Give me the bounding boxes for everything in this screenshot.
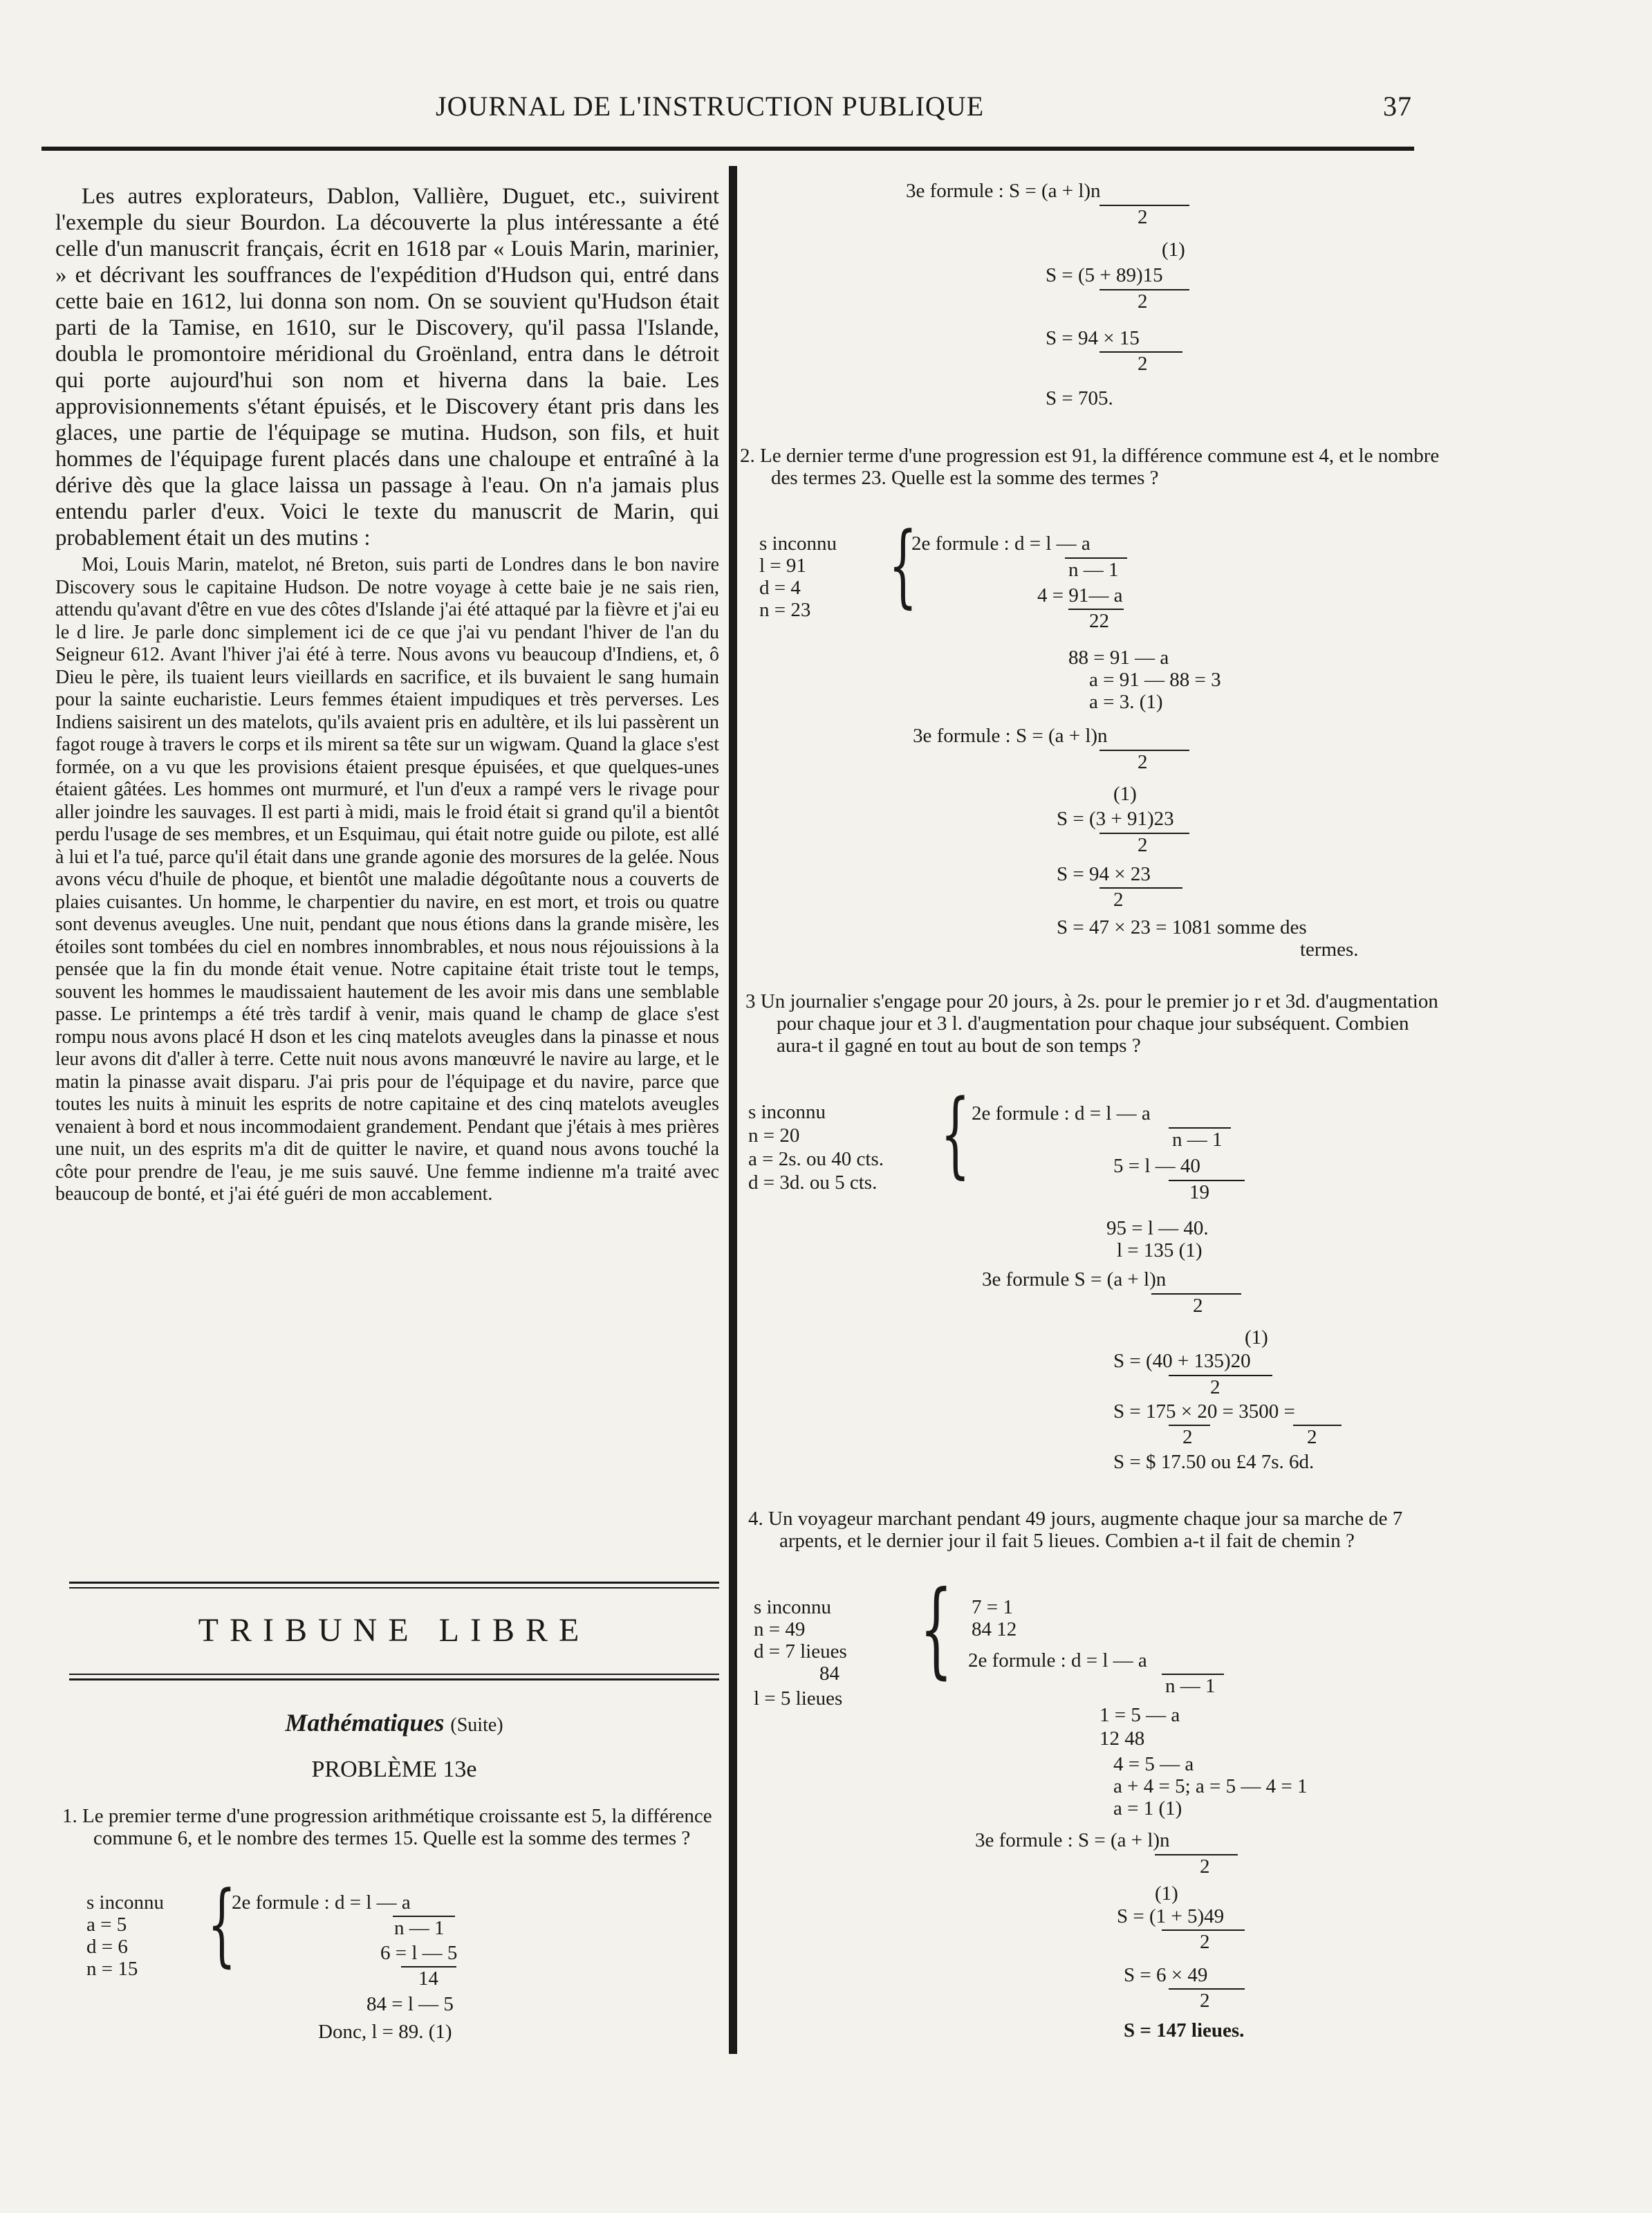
q4-brace: { (920, 1569, 953, 1689)
q3-sol-12: 2 (1182, 1426, 1193, 1448)
q4-sol-7: a + 4 = 5; a = 5 — 4 = 1 (1113, 1775, 1308, 1797)
q4-sol-8: a = 1 (1) (1113, 1797, 1182, 1820)
q4-sol-15: 2 (1200, 1990, 1210, 2012)
left-column (55, 183, 719, 1206)
q2-sol-5: a = 91 — 88 = 3 (1089, 669, 1221, 691)
q2-sol-3: 22 (1089, 610, 1109, 632)
page-number: 37 (1383, 91, 1412, 122)
question-1: 1. Le premier terme d'une progression arithmétique croissante est 5, la différence commune 6, et le nombre des termes 15. Quelle est la somme des termes ? (62, 1805, 712, 1849)
tribune-rule-top-1 (69, 1582, 719, 1584)
section-title (69, 1708, 719, 1737)
tribune-rule-bottom-2 (69, 1678, 719, 1680)
q3-sol-8: (1) (1245, 1326, 1268, 1349)
q3-given-3: d = 3d. ou 5 cts. (748, 1172, 878, 1194)
q1c-0: 3e formule : S = (a + l)n (906, 180, 1101, 202)
tribune-rule-bottom-1 (69, 1674, 719, 1675)
q2-sol-14: S = 47 × 23 = 1081 somme des (1057, 916, 1307, 938)
q1-given-1: a = 5 (86, 1914, 127, 1936)
q1-sol-5: Donc, l = 89. (1) (318, 2021, 452, 2043)
probleme-heading: PROBLÈME 13e (311, 1757, 477, 1782)
q4-given-4: l = 5 lieues (754, 1687, 843, 1710)
q3-sol-14: S = $ 17.50 ou £4 7s. 6d. (1113, 1451, 1315, 1473)
paragraph-manuscript: Moi, Louis Marin, matelot, né Breton, suis parti de Londres dans le bon navire Discovery sous le capitaine Hudson. De notre voyage à cette baie je ne sais rien, attendu qu'avant d'être en vue des côtes d'Islande j'ai été attaqué par la fièvre et j'ai eu le d lire. Je parle donc simplement ici de ce que j'ai vu pendant l'hiver de l'an du Seigneur 612. Avant l'hiver j'ai été à terre. Nous avons vu beaucoup d'Indiens, et, ô Dieu le père, ils tuaient leurs vieillards en sacrifice, et ils buvaient le sang humain pour la sainte eucharistie. Leurs femmes étaient impudiques et très perverses. Les Indiens saisirent un des matelots, qu'ils avaient pris en adultère, et ils lui passèrent un fagot rouge à travers le corps et ils mirent sa tête sur un wigwam. Quand la glace s'est formée, on a vu que les provisions étaient presque épuisées, et que quelques-unes étaient gâtées. Les hommes ont murmuré, et l'un d'eux a rampé vers le rivage pour aller joindre les sauvages. Il est parti à midi, mais le froid était si grand qu'il a bientôt perdu l'usage de ses membres, et un Esquimau, qui était notre guide ou pilote, est allé à lui et l'a tué, parce qu'il était dans une grande agonie des morsures de la gelée. Nous avons vécu d'huile de phoque, et bientôt une maladie dégoûtante nous a couverts de plaies cuisantes. Un homme, le charpentier du navire, en est mort, et trois ou quatre sont devenus aveugles. Une nuit, pendant que nous étions dans la grande misère, les étoiles sont tombées du ciel en nombres innombrables, et nous nous réjouissions à la pensée que la fin du monde était venue. Notre capitaine était triste tout le temps, souvent les hommes le maudissaient hautement de les avoir mis dans une semblable passe. Le printemps a été très tardif à venir, mais quand le champ de glace s'est rompu nous avons placé H dson et les cinq matelots aveugles dans la pinasse et nous leur avons dit d'aller à terre. Cette nuit nous avons manœuvré le navire au large, et le matin la pinasse avait disparu. J'ai pris pour de l'équipage et du navire, parce que toutes les nuits à minuit les esprits de notre capitaine et des cinq matelots aveugles venaient à bord et nous incommodaient grandement. Pendant que j'étais à mes prières une nuit, un des esprits m'a dit de quitter le navire, et quand nous avons touché la côte pour prendre de l'eau, je me suis sauvé. Une femme indienne m'a traité avec beaucoup de bonté, et j'ai été guéri de mon accablement. (55, 554, 719, 1205)
q1c-4: 2 (1138, 290, 1148, 313)
q2-frac-5 (1099, 887, 1182, 889)
tribune-heading: TRIBUNE LIBRE (198, 1612, 591, 1649)
q4-sol-0: 7 = 1 (972, 1596, 1013, 1618)
q3-sol-5: l = 135 (1) (1117, 1239, 1203, 1261)
journal-title: JOURNAL DE L'INSTRUCTION PUBLIQUE (436, 91, 985, 122)
q1-sol-3: 14 (418, 1967, 438, 1990)
header-rule (41, 147, 1414, 151)
q1-sol-2: 6 = l — 5 (380, 1942, 458, 1964)
q2-sol-4: 88 = 91 — a (1068, 647, 1169, 669)
q4-given-0: s inconnu (754, 1596, 831, 1618)
q4-given-2: d = 7 lieues (754, 1640, 847, 1663)
q3-sol-6: 3e formule S = (a + l)n (982, 1268, 1167, 1290)
q3-sol-4: 95 = l — 40. (1106, 1217, 1209, 1239)
q4-sol-13: 2 (1200, 1931, 1210, 1953)
q1-sol-1: n — 1 (394, 1917, 445, 1939)
q4-sol-4: 1 = 5 — a (1099, 1704, 1180, 1726)
q4-sol-9: 3e formule : S = (a + l)n (975, 1829, 1170, 1851)
q2-sol-15: termes. (1300, 938, 1359, 961)
q1c-6: 2 (1138, 353, 1148, 375)
q4-given-1: n = 49 (754, 1618, 806, 1640)
q3-sol-3: 19 (1189, 1181, 1209, 1203)
q4-sol-11: (1) (1155, 1882, 1178, 1905)
q2-given-1: l = 91 (759, 555, 806, 577)
q2-sol-6: a = 3. (1) (1089, 691, 1163, 713)
q4-frac-2 (1155, 1854, 1238, 1855)
q2-sol-9: (1) (1113, 783, 1137, 805)
q1c-5: S = 94 × 15 (1046, 327, 1140, 349)
q2-sol-1: n — 1 (1068, 559, 1119, 581)
q4-sol-3: n — 1 (1165, 1675, 1216, 1697)
q1-given-0: s inconnu (86, 1891, 164, 1914)
q3-sol-1: n — 1 (1172, 1129, 1223, 1151)
q4-sol-12: S = (1 + 5)49 (1117, 1905, 1225, 1927)
q4-given-3: 84 (819, 1663, 839, 1685)
q1-given-3: n = 15 (86, 1958, 138, 1980)
paragraph-explorers: Les autres explorateurs, Dablon, Vallière, Duguet, etc., suivirent l'exemple du sieur Bourdon. La découverte la plus intéressante a été celle d'un manuscrit français, écrit en 1618 par « Louis Marin, marinier, » et décrivant les souffrances de l'expédition d'Hudson qui, entré dans cette baie en 1612, lui donna son nom. On se souvient qu'Hudson était parti de la Tamise, en 1610, sur le Discovery, qu'il passa l'Islande, doubla le promontoire méridional du Groënland, entra dans le détroit qui porte aujourd'hui son nom et hiverna dans la baie. Les approvisionnements s'étant épuisés, et le Discovery étant pris dans les glaces, une partie de l'équipage se mutina. Hudson, son fils, et huit hommes de l'équipage furent placés dans une chaloupe et entraîné à la dérive dès que la glace laissa un passage à l'eau. On n'a jamais plus entendu parler d'eux. Voici le texte du manuscrit de Marin, qui probablement était un des mutins : (55, 184, 719, 550)
q3-sol-9: S = (40 + 135)20 (1113, 1350, 1251, 1372)
q2-sol-10: S = (3 + 91)23 (1057, 808, 1174, 830)
q3-sol-11: S = 175 × 20 = 3500 = (1113, 1400, 1295, 1423)
q2-sol-0: 2e formule : d = l — a (911, 533, 1090, 555)
q2-sol-11: 2 (1138, 834, 1148, 856)
q2-sol-2: 4 = 91— a (1037, 584, 1123, 607)
q1c-2: (1) (1162, 239, 1185, 261)
q2-sol-12: S = 94 × 23 (1057, 863, 1151, 885)
math-suite: (Suite) (450, 1714, 503, 1736)
q2-sol-8: 2 (1138, 751, 1148, 773)
q4-sol-2: 2e formule : d = l — a (968, 1649, 1147, 1672)
q2-given-0: s inconnu (759, 533, 837, 555)
q4-sol-10: 2 (1200, 1855, 1210, 1878)
q3-frac-4 (1169, 1375, 1272, 1376)
q3-frac-6 (1293, 1425, 1342, 1426)
q4-sol-16: S = 147 lieues. (1124, 2019, 1245, 2041)
q3-given-0: s inconnu (748, 1101, 826, 1123)
tribune-rule-top-2 (69, 1587, 719, 1589)
q3-sol-13: 2 (1307, 1426, 1317, 1448)
q1-given-2: d = 6 (86, 1936, 128, 1958)
q1c-1: 2 (1138, 206, 1148, 228)
q4-sol-14: S = 6 × 49 (1124, 1964, 1208, 1986)
q3-given-1: n = 20 (748, 1124, 800, 1147)
q1c-3: S = (5 + 89)15 (1046, 264, 1163, 286)
q2-sol-13: 2 (1113, 889, 1124, 911)
q3-sol-0: 2e formule : d = l — a (972, 1102, 1151, 1124)
math-title-text: Mathématiques (285, 1709, 445, 1737)
q2-given-3: n = 23 (759, 599, 811, 621)
question-2: 2. Le dernier terme d'une progression est 91, la différence commune est 4, et le nombre des termes 23. Quelle est la somme des termes ? (740, 445, 1440, 489)
q1c-7: S = 705. (1046, 387, 1113, 409)
q1-sol-0: 2e formule : d = l — a (232, 1891, 411, 1914)
column-divider (729, 166, 737, 2054)
q1-brace: { (207, 1871, 236, 1976)
q2-brace: { (889, 512, 918, 618)
q4-sol-1: 84 12 (972, 1618, 1017, 1640)
q3-given-2: a = 2s. ou 40 cts. (748, 1148, 884, 1170)
q4-sol-5: 12 48 (1099, 1728, 1145, 1750)
q3-sol-7: 2 (1193, 1295, 1203, 1317)
q2-sol-7: 3e formule : S = (a + l)n (913, 725, 1108, 747)
q3-sol-10: 2 (1210, 1376, 1221, 1398)
q3-brace: { (940, 1080, 970, 1188)
q1-sol-4: 84 = l — 5 (366, 1993, 454, 2015)
q2-given-2: d = 4 (759, 577, 801, 599)
question-4: 4. Un voyageur marchant pendant 49 jours, augmente chaque jour sa marche de 7 arpents, et le dernier jour il fait 5 lieues. Combien a-t il fait de chemin ? (748, 1508, 1403, 1552)
question-3: 3 Un journalier s'engage pour 20 jours, à 2s. pour le premier jo r et 3d. d'augmentation pour chaque jour et 3 l. d'augmentation pour chaque jour subséquent. Combien aura-t il gagné en tout au bout de son temps ? (745, 990, 1438, 1057)
q4-sol-6: 4 = 5 — a (1113, 1753, 1194, 1775)
q3-sol-2: 5 = l — 40 (1113, 1155, 1200, 1177)
